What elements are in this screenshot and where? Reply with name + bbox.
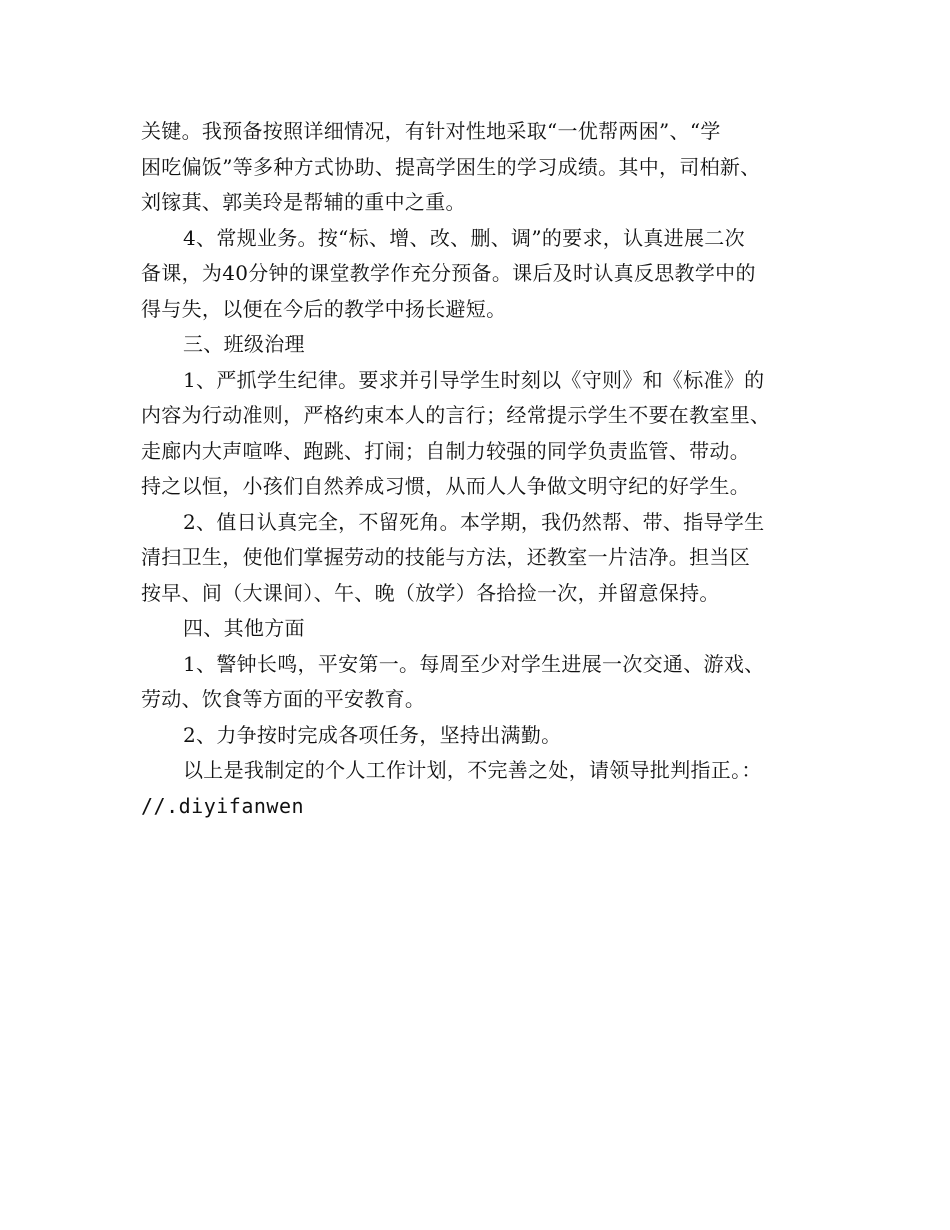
text-line: 劳动、饮食等方面的平安教育。: [141, 687, 426, 711]
section-heading: 四、其他方面: [183, 616, 305, 640]
text-line: 走廊内大声喧哗、跑跳、打闹；自制力较强的同学负责监管、带动。: [141, 438, 750, 463]
paragraph-start-line: 1、警钟长鸣，平安第一。每周至少对学生进展一次交通、游戏、: [183, 651, 765, 676]
text-line: 备课，为40分钟的课堂教学作充分预备。课后及时认真反思教学中的: [141, 261, 756, 285]
text-line: 清扫卫生，使他们掌握劳动的技能与方法，还教室一片洁净。担当区: [141, 545, 750, 569]
text-line: 按早、间（大课间）、午、晚（放学）各拾捡一次，并留意保持。: [141, 580, 720, 605]
paragraph-start-line: 2、值日认真完全，不留死角。本学期，我仍然帮、带、指导学生: [183, 509, 765, 534]
text-line: 刘镓萁、郭美玲是帮辅的重中之重。: [141, 190, 466, 214]
text-line: 内容为行动准则，严格约束本人的言行；经常提示学生不要在教室里、: [141, 403, 771, 427]
section-heading: 三、班级治理: [183, 332, 305, 356]
text-line: 关键。我预备按照详细情况，有针对性地采取“一优帮两困”、“学: [141, 119, 721, 143]
paragraph-start-line: 以上是我制定的个人工作计划，不完善之处，请领导批判指正。：: [183, 758, 762, 782]
paragraph-start-line: 4、常规业务。按“标、增、改、删、调”的要求，认真进展二次: [183, 225, 745, 250]
text-line: 困吃偏饭”等多种方式协助、提高学困生的学习成绩。其中，司柏新、: [141, 154, 761, 179]
text-line: 得与失，以便在今后的教学中扬长避短。: [141, 296, 507, 321]
text-line: 持之以恒，小孩们自然养成习惯，从而人人争做文明守纪的好学生。: [141, 474, 750, 498]
document-body: [141, 114, 826, 824]
paragraph-start-line: 1、严抓学生纪律。要求并引导学生时刻以《守则》和《标准》的: [183, 367, 765, 392]
url-fragment: //.diyifanwen: [141, 793, 305, 818]
paragraph-start-line: 2、力争按时完成各项任务，坚持出满勤。: [183, 722, 562, 747]
